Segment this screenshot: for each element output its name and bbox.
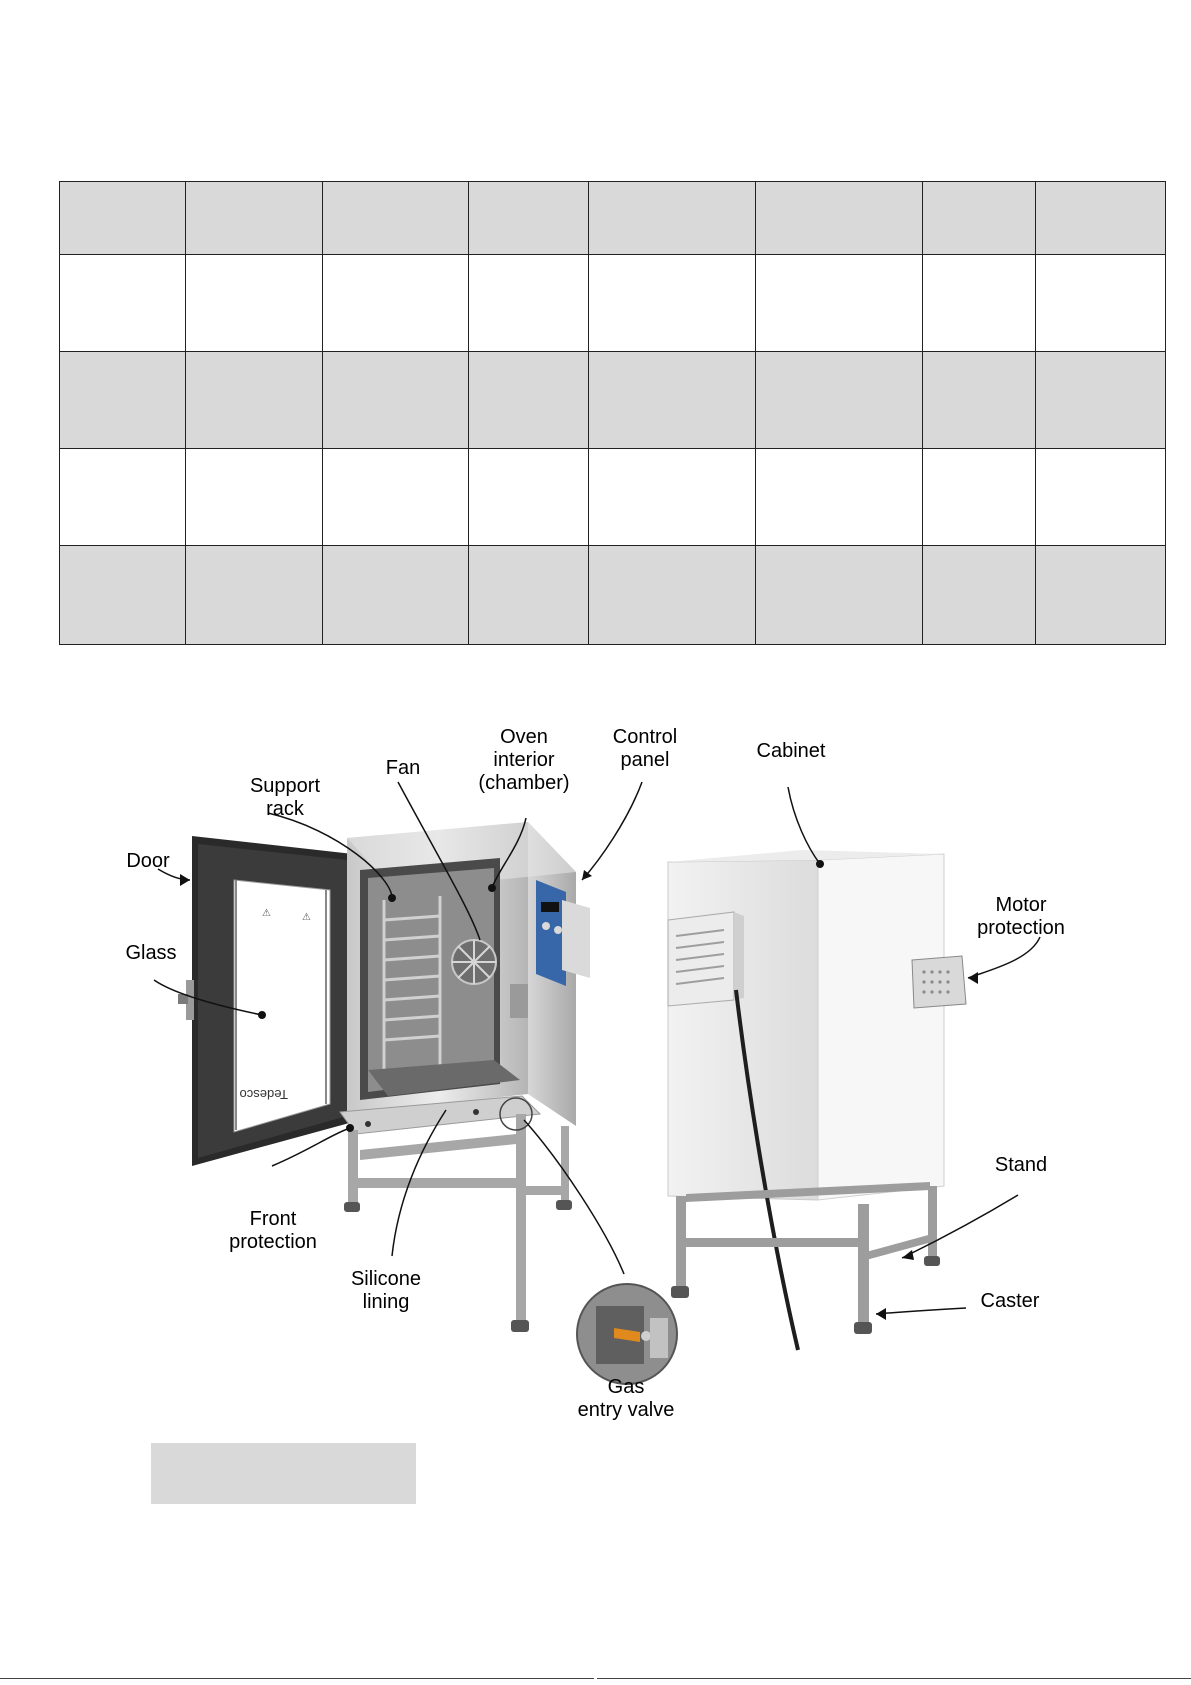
table-row [60,352,1166,449]
table-cell [923,546,1036,645]
table-cell [756,352,923,449]
table-cell [1036,352,1166,449]
label-cabinet: Cabinet [756,740,826,762]
label-caster: Caster [980,1290,1040,1312]
table-cell [1036,255,1166,352]
table-cell [923,352,1036,449]
table-row [60,449,1166,546]
table-cell [923,449,1036,546]
table-cell [469,449,589,546]
table-cell [1036,546,1166,645]
label-motor-protection: Motor protection [977,894,1065,939]
footer-rule [0,1678,594,1679]
caption-box [151,1443,416,1504]
label-stand: Stand [994,1154,1048,1176]
table-cell [589,255,756,352]
spec-table [59,181,1166,645]
control-panel [536,880,566,986]
gas-valve-inset [577,1284,677,1384]
table-cell [60,546,186,645]
table-cell [323,546,469,645]
table-cell [1036,449,1166,546]
label-fan: Fan [385,757,421,779]
table-cell [756,255,923,352]
door-sticker-text: Tedesco [239,1087,288,1102]
label-control-panel: Control panel [612,726,678,771]
table-cell [756,182,923,255]
table-cell [186,546,323,645]
table-cell [323,449,469,546]
table-cell [469,546,589,645]
table-row [60,255,1166,352]
table-cell [469,255,589,352]
table-cell [469,182,589,255]
table-cell [323,255,469,352]
label-support-rack: Support rack [249,775,321,820]
table-cell [589,352,756,449]
table-cell [589,182,756,255]
table-row [60,546,1166,645]
svg-text:⚠: ⚠ [302,912,311,923]
svg-text:⚠: ⚠ [262,908,271,919]
table-cell [469,352,589,449]
table-cell [60,449,186,546]
table-cell [1036,182,1166,255]
oven-illustration [0,730,1191,1430]
table-cell [589,546,756,645]
footer-rule [597,1678,1191,1679]
label-silicone-lining: Silicone lining [350,1268,422,1313]
table-cell [589,449,756,546]
table-cell [186,255,323,352]
table-cell [60,255,186,352]
label-front-protection: Front protection [229,1208,317,1253]
table-cell [60,182,186,255]
table-cell [323,352,469,449]
table-cell [323,182,469,255]
label-glass: Glass [125,942,177,964]
table-cell [186,449,323,546]
cabinet-unit [668,850,966,1350]
table-cell [186,352,323,449]
label-oven-interior: Oven interior (chamber) [478,726,570,794]
table-cell [756,449,923,546]
table-cell [923,182,1036,255]
table-cell [186,182,323,255]
label-door: Door [126,850,170,872]
table-cell [60,352,186,449]
label-gas-entry-valve: Gas entry valve [577,1376,675,1421]
table-cell [923,255,1036,352]
table-cell [756,546,923,645]
oven-body [340,822,590,1332]
oven-figure [0,726,1191,1430]
table-row [60,182,1166,255]
